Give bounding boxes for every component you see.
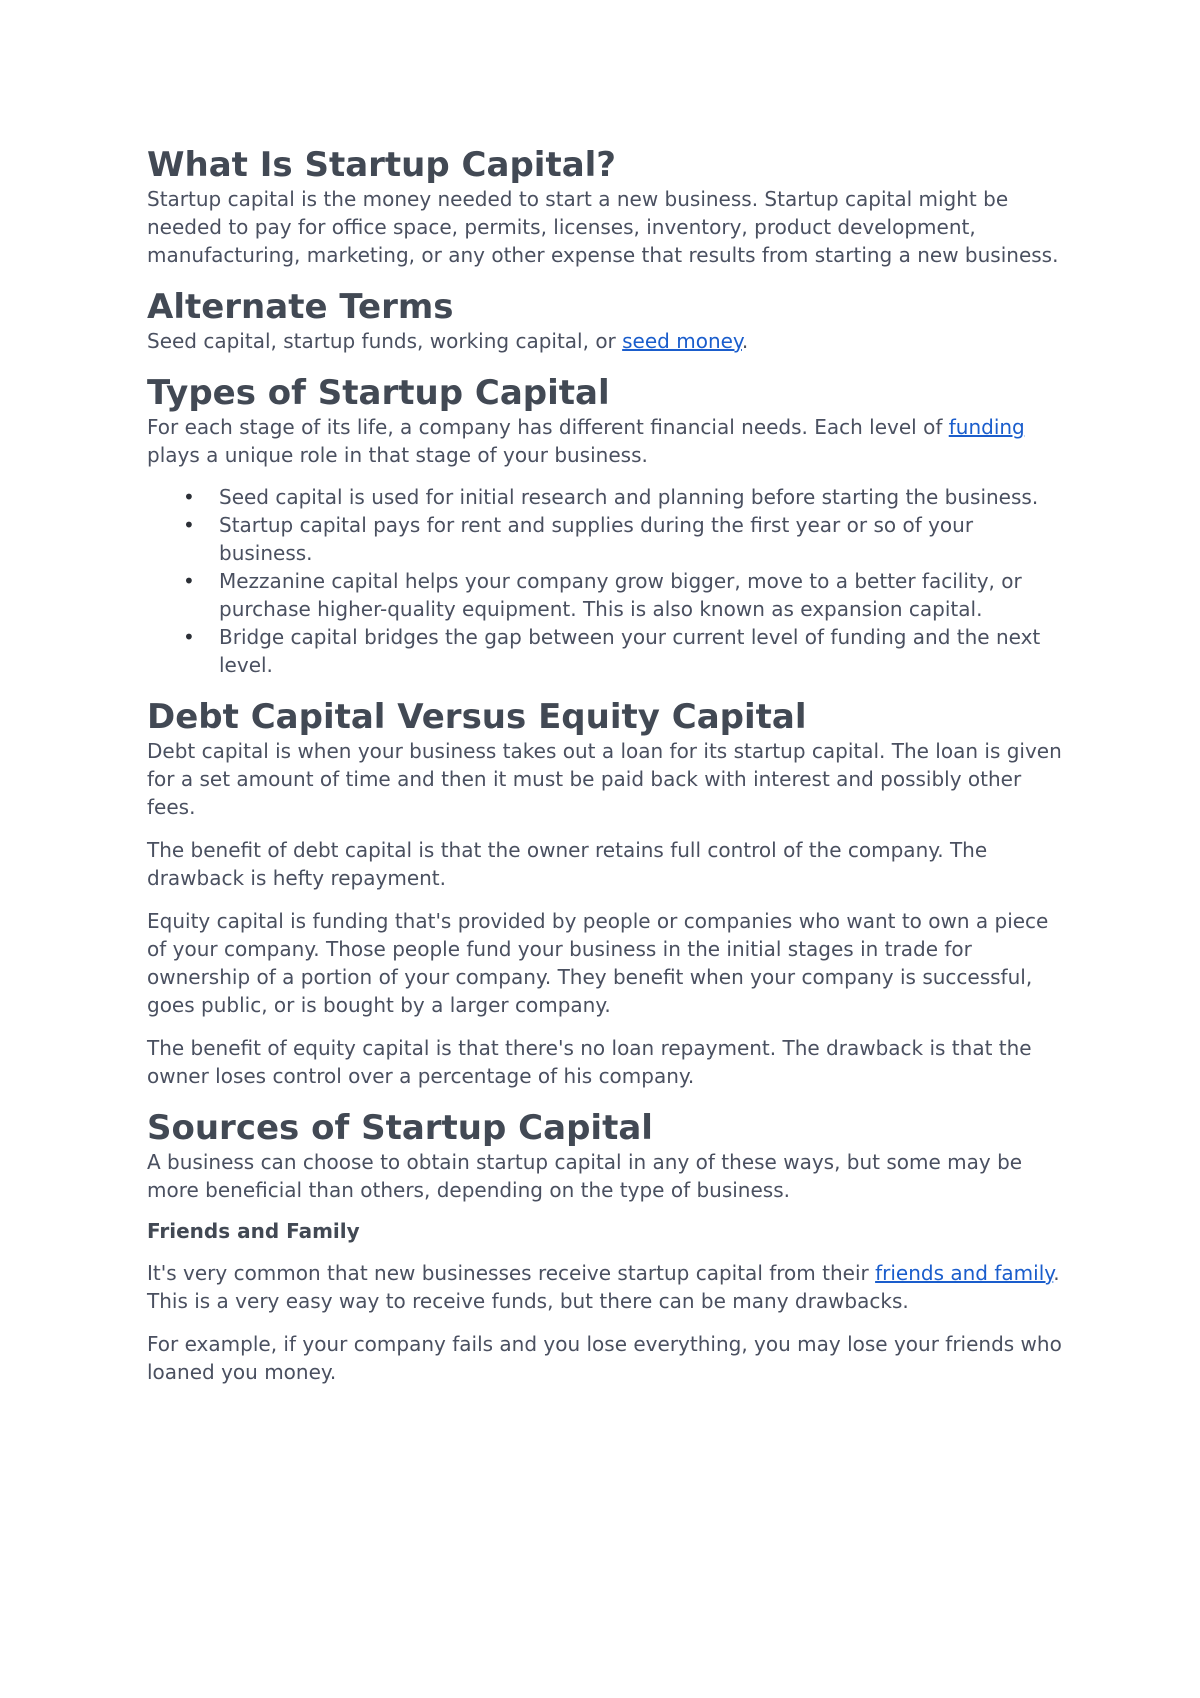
list-item-text: Bridge capital bridges the gap between your current level of funding and the next level. <box>219 625 1041 677</box>
funding-link[interactable]: funding <box>948 415 1025 439</box>
alternate-terms-heading: Alternate Terms <box>147 287 454 327</box>
list-item-text: Mezzanine capital helps your company grow bigger, move to a better facility, or purchase higher-quality equipment. This is also known as expansion capital. <box>219 569 1022 621</box>
list-item <box>183 567 1067 623</box>
bullet-icon: • <box>183 569 195 593</box>
document-page <box>147 145 1067 1386</box>
alternate-terms-paragraph <box>147 327 1067 355</box>
list-item <box>183 623 1067 679</box>
bullet-icon: • <box>183 513 195 537</box>
debt-equity-heading: Debt Capital Versus Equity Capital <box>147 697 807 737</box>
friends-family-subheading: Friends and Family <box>147 1219 360 1243</box>
intro-paragraph: Startup capital is the money needed to start a new business. Startup capital might be needed to pay for office space, permits, licenses, inventory, product development, manufacturing, marketing, or any other expense that results from starting a new business. <box>147 187 1059 267</box>
bullet-icon: • <box>183 485 195 509</box>
page-title: What Is Startup Capital? <box>147 145 617 185</box>
types-heading: Types of Startup Capital <box>147 373 610 413</box>
friends-and-family-link[interactable]: friends and family <box>875 1261 1054 1285</box>
debt-benefit-paragraph: The benefit of debt capital is that the owner retains full control of the company. The drawback is hefty repayment. <box>147 838 988 890</box>
alternate-terms-end: . <box>741 329 749 353</box>
friends-family-paragraph <box>147 1259 1067 1315</box>
list-item <box>183 483 1067 511</box>
friends-family-text: It's very common that new businesses receive startup capital from their <box>147 1261 876 1285</box>
seed-money-link[interactable]: seed money <box>622 329 742 353</box>
friends-family-text-end: . This is a very easy way to receive funds, but there can be many drawbacks. <box>147 1261 1060 1313</box>
types-paragraph <box>147 413 1067 469</box>
alternate-terms-text: Seed capital, startup funds, working capital, or <box>147 329 623 353</box>
list-item-text: Startup capital pays for rent and supplies during the first year or so of your business. <box>219 513 974 565</box>
list-item-text: Seed capital is used for initial research and planning before starting the business. <box>219 485 1039 509</box>
equity-capital-paragraph: Equity capital is funding that's provided by people or companies who want to own a piece of your company. Those people fund your business in the initial stages in trade for ownership of a portion of your company. They benefit when your company is successful, goes public, or is bought by a larger company. <box>147 909 1049 1017</box>
bullet-icon: • <box>183 625 195 649</box>
list-item <box>183 511 1067 567</box>
types-text: For each stage of its life, a company has different financial needs. Each level of <box>147 415 949 439</box>
types-text-end: plays a unique role in that stage of your business. <box>147 443 648 467</box>
example-paragraph: For example, if your company fails and you lose everything, you may lose your friends who loaned you money. <box>147 1332 1062 1384</box>
sources-heading: Sources of Startup Capital <box>147 1108 653 1148</box>
capital-types-list <box>147 483 1067 679</box>
debt-capital-paragraph: Debt capital is when your business takes out a loan for its startup capital. The loan is given for a set amount of time and then it must be paid back with interest and possibly other fees. <box>147 739 1062 819</box>
equity-benefit-paragraph: The benefit of equity capital is that there's no loan repayment. The drawback is that the owner loses control over a percentage of his company. <box>147 1036 1032 1088</box>
sources-intro-paragraph: A business can choose to obtain startup capital in any of these ways, but some may be more beneficial than others, depending on the type of business. <box>147 1150 1023 1202</box>
